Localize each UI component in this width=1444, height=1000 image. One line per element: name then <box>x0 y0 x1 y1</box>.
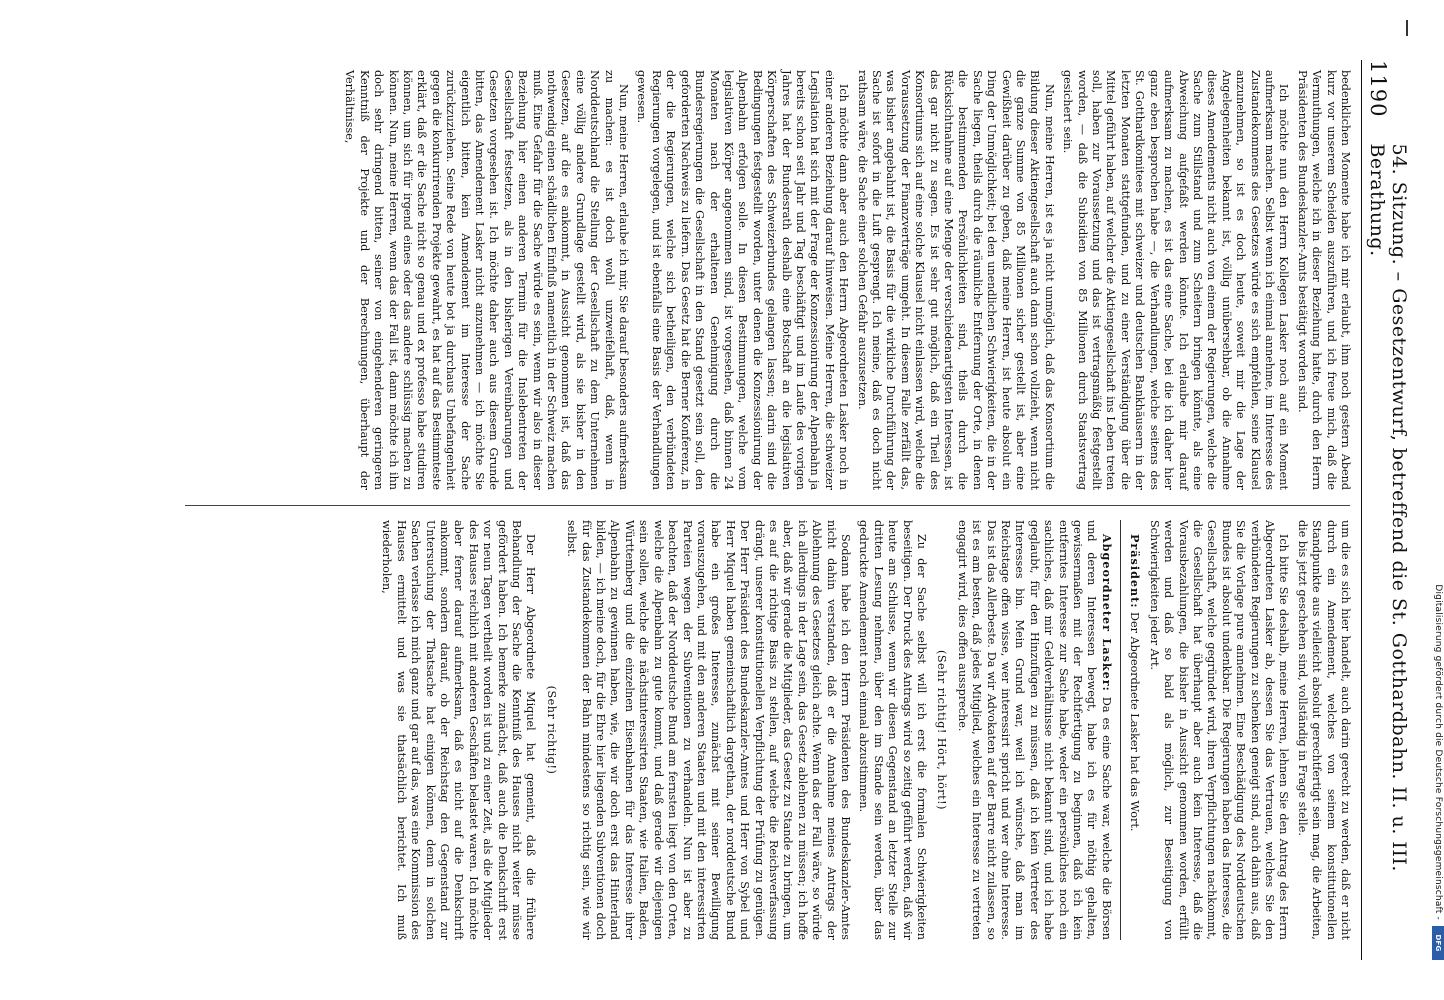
left-column <box>172 70 1352 490</box>
paragraph: um die es sich hier handelt, auch darin gerecht zu werden, daß er nicht durch ein Amendement, welches von seinem konstitutionellen Standpunkte aus vielleicht absolut gerechtfertigt sein mag, die Arbeiten, die bis jetzt geschehen sind, vollständig in Frage stelle. <box>1295 520 1352 940</box>
speaker-paragraph <box>954 520 1113 940</box>
paragraph: Sodann habe ich den Herrn Präsidenten des Bundeskanzler-Amtes nicht dahin verstanden, daß er die Annahme meines Antrags der Ablehnung des Gesetzes gleich achte. Wenn das der Fall wäre, so würde ich allerdings in der Lage sein, das Gesetz ablehnen zu müssen; ich hoffe aber, daß wir gerade die Mitglieder, das Gesetz zu Stande zu bringen, um es auf die richtige Basis zu stellen, auf welche die Reichsverfassung drängt, unserer konstitutionellen Verpflichtung der Prüfung zu genügen. Der Herr Präsident des Bundeskanzler-Amtes und Herr von Sybel und Herr Miquel haben gemeinschaftlich dargethan, der norddeutsche Bund habe ein großes Interesse, zunächst mit seiner Bewilligung vorauszugehen, und mit den anderen Staaten und mit den interessirten Parteien wegen der Subventionen zu verhandeln. Nun ist aber zu beachten, daß der Norddeutsche Bund am fernsten liegt von den Orten, welche die Alpenbahn zu gute kommt, und daß gerade wir diejenigen sein sollen, welche die nächstinteressirten Staaten, wie Italien, Baden, Württemberg und die einzelnen Eisenbahnen für das Interesse ihrer Alpenbahn zu gewinnen haben, wie, die wir doch erst das Hinterland bilden, — ich meine doch, für die Ehre hier liegenden Subventionen doch für das Zustandekommen der Bahn mindestens so richtig sein, wie wir selbst. <box>565 520 852 940</box>
scan-mark <box>1403 20 1408 36</box>
paragraph: Ich möchte nun den Herrn Kollegen Lasker noch auf ein Moment aufmerksam machen. Selbst wenn ich einmal annehme, im Interesse des Zustandekommens des Gesetzes würde es sich empfehlen, seine Klausel anzunehmen, so ist es doch heute, soweit mir die Lage der Angelegenheiten bekannt ist, völlig unübersehbar, ob die Annahme dieses Amendements nicht auch von einem der Regierungen, welche die Sache zum Stillstand und zum Scheitern bringen könnte, als eine Abweichung aufgefaßt werden könnte. Ich erlaube mir darauf aufmerksam zu machen, es ist das eine Sache, bei die ich daher hier ganz eben besprochen habe —, die Verhandlungen, welche seitens des St. Gotthardkomitees mit schweizer und deutschen Bankhäusern in der letzten Monaten stattgefunden, und zu einer Verständigung über die Mittel geführt haben, auf welcher die Aktiengesellschaft ins Leben treten soll, haben zur Voraussetzung und das ist vertragsmäßig festgestellt worden, — daß die Subsidien von 85 Millionen durch Staatsvertrag gesichert sein. <box>1061 70 1291 490</box>
speaker-text: Der Abgeordnete Lasker hat das Wort. <box>1128 612 1142 832</box>
paragraph: Zu der Sache selbst will ich erst die formalen Schwierigkeiten beseitigen. Der Druck des Antrags wird so zeitig geführt werden, daß wir heute am Schlusse, wenn wir diesen Gegenstand an letzter Stelle zur dritten Lesung nehmen, über den im Stande sein werden, über das gedruckte Amendement noch einmal abzustimmen. <box>857 520 929 940</box>
paragraph: Ich bitte Sie deshalb, meine Herren, lehnen Sie den Antrag des Herrn Abgeordneten Lasker ab, dessen Sie das Vertrauen, welches Sie den verbündeten Regierungen zu schenken geneigt sind, auch dahin aus, daß Sie die Vorlage pure annehmen. Eine Beschädigung des Norddeutschen Bundes ist absolut undenkbar. Die Regierungen haben das Interesse, die Gesellschaft, welche gegründet wird, ihren Verpflichtungen nachkommt, die Gesellschaft hat überhaupt aber auch kein Interesse, daß die Vorausbezahlungen, die bisher in Aussicht genommen worden, erfüllt werden und daß so bald als möglich, zur Beseitigung von Schwierigkeiten jeder Art. <box>1147 520 1291 940</box>
credit-text: Digitalisierung gefördert durch die Deutsche Forschungsgemeinschaft - <box>1433 584 1443 920</box>
paragraph: Nun, meine Herren, erlaube ich mir, Sie darauf besonders aufmerksam zu machen: es ist doch wohl unzweifelhaft, daß, wenn in Norddeutschland die Stellung der Gesellschaft zu dem Unternehmen eine völlig andere Grundlage gestellt wird, als sie bisher in den Gesetzen, auf die es ankommt, in Aussicht genommen ist, daß das nothwendig einen schädlichen Einfluß namentlich in der Schweiz machen muß. Eine Gefahr für die Sache würde es sein, wenn wir also in dieser Beziehung hier einen anderen Termin für die Inslebentreten der Gesellschaft festsetzen, als in den bisherigen Vereinbarungen und Gesetzen vorgesehen ist. Ich möchte daher auch aus diesem Grunde bitten, das Amendement Lasker nicht anzunehmen — ich möchte Sie eigentlich bitten, kein Amendement im Interesse der Sache zurückzuziehen. Seine Rede von heute bot ja durchaus Unbefangenheit gegen die konkurrirenden Projekte gewahrt, es hat auf das Bestimmteste erklärt, daß er die Sache nicht so genau und ex professo habe studiren können, um sich für irgend eines oder das andere schlüssig machen zu können. Nun, meine Herren, wenn das der Fall ist, dann möchte ich ihn doch sehr dringend bitten, seiner von eingehenderen geringeren Kenntniß der Projekte und der Berechnungen, überhaupt der Verhältnisse, <box>343 70 631 490</box>
credit-line <box>1432 60 1444 960</box>
interjection: (Sehr richtig! Hört, hört!) <box>935 649 949 811</box>
section-rule <box>1120 520 1121 940</box>
interjection: (Sehr richtig!) <box>544 685 558 775</box>
speaker-label: Abgeordneter Lasker: <box>1099 534 1114 692</box>
paragraph: Nun, meine Herren, ist es ja nicht unmöglich, daß das Konsortium die Bildung dieser Aktiengesellschaft auch dann schon vollzieht, wenn nicht die ganze Summe von 85 Millionen sicher gestellt ist, aber eine Gewißheit darüber zu geben, daß meine Herren, ist heute absolut ein Ding der Unmöglichkeit; bei den unendlichen Schwierigkeiten, die in der Sache liegen, theils durch die räumliche Entfernung der Orte, in denen die bestimmenden Persönlichkeiten sind, theils durch die Rücksichtnahme auf eine Menge der verschiedenartigsten Interessen, ist das gar nicht zu sagen. Es ist sehr gut möglich, daß ein Theil des Konsortiums sich auf eine solche Klausel nicht einlassen wird, welche die Voraussetzung der Finanzverträge umgeht. In diesem Falle zerfällt das, was bisher angebahnt ist, die Basis für die wirkliche Durchführung der Sache ist sofort in die Luft gesprengt. Ich meine, daß es doch nicht rathsam wäre, die Sache einer solchen Gefahr auszusetzen. <box>855 70 1056 490</box>
paragraph: bedenklichen Momente habe ich mir erlaubt, ihm noch gestern Abend kurz vor unserem Scheiden auszuführen, und ich freue mich, daß die Vermuthungen, welche ich in dieser Beziehung hatte, durch den Herrn Präsidenten des Bundeskanzler-Amts bestätigt worden sind. <box>1295 70 1352 490</box>
speaker-paragraph <box>1127 520 1142 940</box>
dfg-logo: DFG <box>1432 926 1444 960</box>
speaker-label: Präsident: <box>1128 534 1143 609</box>
paragraph: Der Herr Abgeordnete Miquel hat gemeint, daß die frühere Behandlung der Sache die Kenntniß des Hauses nicht weiter müsse gefördert haben. Ich bemerke zunächst, daß auch die Denkschrift erst vor neun Tagen vertheilt worden ist und zu einer Zeit, als die Mitglieder des Hauses reichlich mit anderen Geschäften belastet waren. Ich möchte aber ferner darauf aufmerksam, daß es nicht auf die Denkschrift ankommt, sondern darauf, ob der Reichstag den Gegenstand zur Untersuchung der Thatsache hat einigen können, denn in solchen Sachen verlasse ich mich ganz und gar auf das, was eine Kommission des Hauses ermittelt und was sie thatsächlich berichtet. Ich muß wiederholen, <box>380 520 538 940</box>
speaker-text: Da es eine Sache war, welche die Börsen und deren Interessen bewegt, habe ich es für nöthig gehalten, gewissermaßen mit der Rechtfertigung zu beginnen, daß ich kein entferntes Interesse zur Sache habe, weder ein persönliches noch ein sachliches, daß mir Geldverhältnisse nicht bekannt sind, und ich habe geglaubt, für den Hinzufügen zu müssen, daß ich kein Vertreter des Interesses bin. Mein Grund war, weil ich wünsche, daß man im Reichstage offen wisse, wer interessirt spricht und wer ohne Interesse. Das ist das Allerbeste. Da wir Advokaten auf der Barre nicht zulassen, so ist es am besten, daß jedes Mitglied, welches ein Interesse zu vertreten engagirt wird, dies offen ausspreche. <box>955 520 1113 940</box>
page-number: 1190 <box>1366 60 1390 118</box>
paragraph: Ich möchte dann aber auch den Herrn Abgeordneten Lasker noch in einer anderen Beziehung darauf hinweisen. Meine Herren, die schweizer Legislation hat sich mit der Frage der Konzessionirung der Alpenbahn ja bereits schon seit Jahr und Tag beschäftigt und im Laufe des vorigen Jahres hat der Bundesrath deshalb eine Botschaft an die legislativen Körperschaften des Schweizerbundes gelangen lassen; darin sind die Bedingungen festgestellt worden, unter denen die Konzessionirung der Alpenbahn erfolgen solle. In diesen Bestimmungen, welche vom legislativen Körper angenommen sind, ist vorgesehen, daß binnen 24 Monaten nach der erhaltenen Genehmigung durch die Bundesregierungen die Gesellschaft in den Stand gesetzt sein soll, den geforderten Nachweis zu liefern. Das Gesetz hat die Berner Konferenz, in der die Regierungen, welche sich betheiligen, den verbündeten Regierungen vorgelegen, und ist ebenfalls eine Basis der Verhandlungen gewesen. <box>635 70 851 490</box>
page-title: 54. Sitzung. – Gesetzentwurf, betreffend die St. Gotthardbahn. II. u. III. Berathung. <box>1366 143 1410 872</box>
column-divider <box>185 505 1350 506</box>
right-column <box>172 520 1352 940</box>
page-header <box>1361 60 1412 960</box>
